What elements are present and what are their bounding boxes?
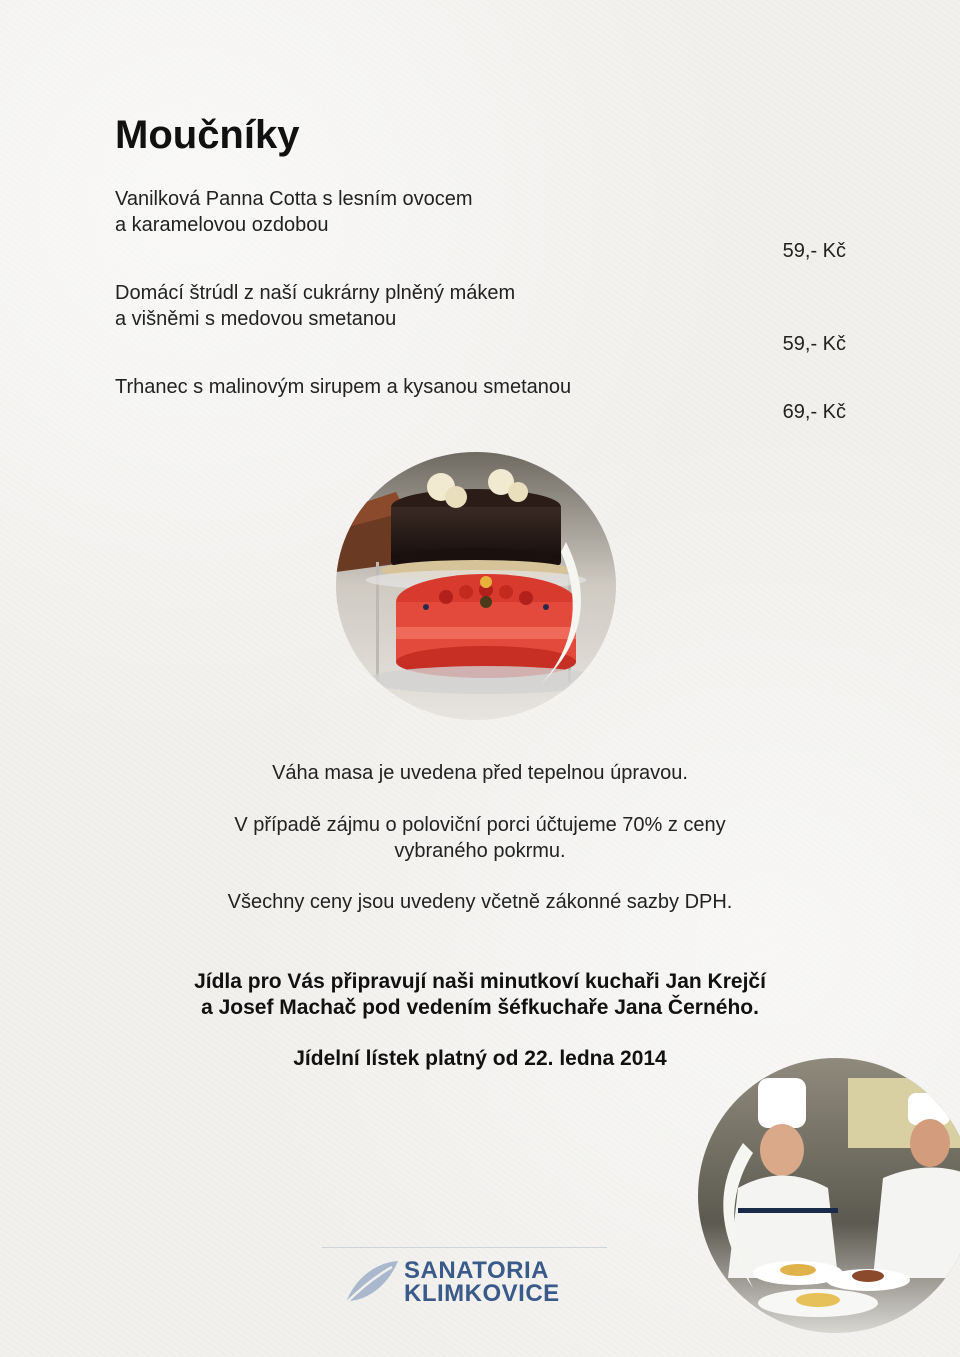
page-title: Moučníky	[115, 113, 300, 157]
menu-item-2-price: 59,- Kč	[782, 333, 846, 355]
menu-item-3-description	[115, 374, 675, 400]
logo-line-1: SANATORIA	[404, 1257, 549, 1284]
note-weight: Váha masa je uvedena před tepelnou úpravou.	[272, 762, 688, 784]
chefs-photo	[698, 1058, 960, 1333]
logo-line-2: KLIMKOVICE	[404, 1280, 560, 1307]
menu-item-1-line-1: Vanilková Panna Cotta s lesním ovocem	[115, 188, 473, 210]
menu-item-1-description	[115, 186, 675, 238]
note-half-portion-line-1: V případě zájmu o poloviční porci účtujeme 70% z ceny	[234, 814, 726, 836]
leaf-icon	[342, 1255, 402, 1307]
sanatoria-klimkovice-logo	[322, 1245, 607, 1315]
menu-item-2-description	[115, 280, 675, 332]
logo-divider-line	[322, 1247, 607, 1248]
menu-valid-date: Jídelní lístek platný od 22. ledna 2014	[293, 1047, 667, 1070]
chefs-line-1: Jídla pro Vás připravují naši minutkoví kuchaři Jan Krejčí	[194, 970, 766, 993]
menu-item-3-price: 69,- Kč	[782, 401, 846, 423]
menu-item-3-line-1: Trhanec s malinovým sirupem a kysanou smetanou	[115, 376, 572, 398]
cake-photo	[336, 452, 616, 720]
menu-item-2-line-1: Domácí štrúdl z naší cukrárny plněný mákem	[115, 282, 516, 304]
note-half-portion-line-2: vybraného pokrmu.	[394, 840, 566, 862]
note-vat: Všechny ceny jsou uvedeny včetně zákonné sazby DPH.	[227, 891, 733, 913]
chefs-line-2: a Josef Machač pod vedením šéfkuchaře Jana Černého.	[201, 996, 759, 1019]
logo-text	[404, 1259, 560, 1305]
menu-item-2-line-2: a višněmi s medovou smetanou	[115, 308, 397, 330]
menu-item-1-line-2: a karamelovou ozdobou	[115, 214, 329, 236]
menu-item-1-price: 59,- Kč	[782, 240, 846, 262]
